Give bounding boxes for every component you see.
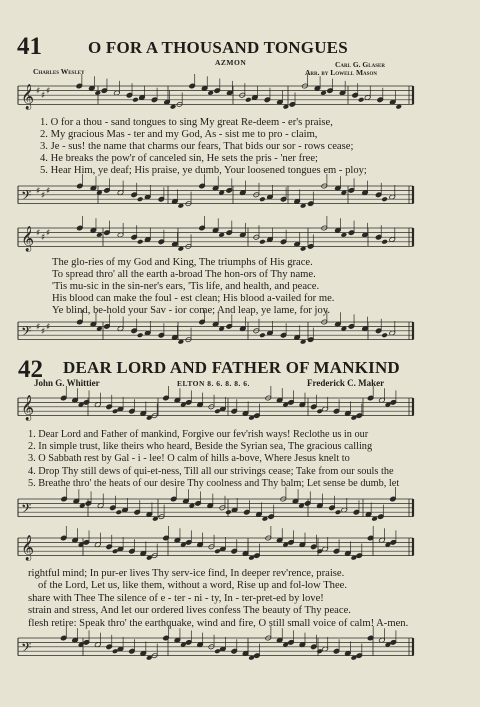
svg-text:♯: ♯: [46, 228, 51, 239]
author-credit: John G. Whittier: [34, 378, 100, 388]
verse-line: 4. Drop Thy still dews of qui-et-ness, Till all our strivings cease; Take from our souls the: [28, 465, 394, 477]
svg-text:♯: ♯: [36, 86, 41, 97]
verse-line: 4. He breaks the pow'r of canceled sin, He sets the pris - 'ner free;: [40, 153, 318, 164]
verse-line: of the Lord, Let us, like them, without a word, Rise up and fol-low Thee.: [38, 580, 348, 592]
svg-text:♯: ♯: [46, 186, 51, 197]
verse-block-41-1: [40, 117, 367, 177]
svg-text:♯: ♯: [41, 326, 46, 337]
svg-text:𝄢: 𝄢: [21, 500, 32, 520]
svg-text:♯: ♯: [36, 228, 41, 239]
verse-line: 5. Breathe thro' the heats of our desire Thy coolness and Thy balm; Let sense be dumb, let: [28, 477, 400, 489]
verse-line: The glo-ries of my God and King, The triumphs of His grace.: [52, 257, 313, 268]
verse-block-41-2: [52, 257, 334, 317]
verse-line: His blood can make the foul - est clean; His blood a-vailed for me.: [52, 293, 335, 304]
svg-text:♯: ♯: [46, 322, 51, 333]
music-staff-41-2-treble: [18, 220, 418, 258]
verse-line: 1. Dear Lord and Father of mankind, Forgive our fev'rish ways! Reclothe us in our: [28, 429, 369, 440]
tune-name: ELTON 8. 6. 8. 8. 6.: [177, 379, 250, 388]
svg-text:𝄢: 𝄢: [21, 323, 32, 343]
verse-block-42-1: [28, 429, 399, 490]
svg-text:𝄢: 𝄢: [21, 187, 32, 207]
music-staff-42-1-bass: [18, 493, 418, 525]
svg-text:♯: ♯: [41, 190, 46, 201]
svg-text:𝄞: 𝄞: [21, 84, 35, 110]
arranger-credit: Arr. by Lowell Mason: [305, 68, 377, 77]
verse-line: 3. Je - sus! the name that charms our fears, That bids our sor - rows cease;: [40, 141, 354, 152]
verse-line: 2. My gracious Mas - ter and my God, As - sist me to pro - claim,: [40, 129, 318, 140]
verse-line: 'Tis mu-sic in the sin-ner's ears, 'Tis life, and health, and peace.: [52, 281, 320, 292]
music-staff-41-1-bass: [18, 180, 418, 212]
verse-line: strain and stress, And let our ordered lives confess The beauty of Thy peace.: [28, 605, 351, 617]
svg-text:♯: ♯: [36, 186, 41, 197]
composer-credit: Carl G. Glaser: [335, 60, 385, 69]
svg-text:♯: ♯: [46, 86, 51, 97]
svg-text:♯: ♯: [41, 91, 46, 102]
verse-line: share with Thee The silence of e - ter - ni - ty, In - ter-pret-ed by love!: [28, 592, 324, 604]
svg-text:𝄞: 𝄞: [21, 226, 35, 252]
verse-line: 3. O Sabbath rest by Gal - i - lee! O calm of hills a-bove, Where Jesus knelt to: [28, 453, 350, 465]
hymn-title: DEAR LORD AND FATHER OF MANKIND: [63, 358, 400, 377]
music-staff-42-1-treble: [18, 390, 418, 428]
verse-line: rightful mind; In pur-er lives Thy serv-ice find, In deeper rev'rence, praise.: [28, 568, 345, 579]
verse-line: flesh retire: Speak thro' the earthquake, wind and fire, O still small voice of calm! A-men.: [28, 617, 409, 629]
author-credit: Charles Wesley: [33, 67, 85, 76]
verse-line: 2. In simple trust, like theirs who heard, Beside the Syrian sea, The gracious calling: [28, 441, 373, 453]
hymn-number: 42: [18, 356, 43, 383]
hymn-number: 41: [17, 33, 42, 60]
music-staff-42-2-treble: [18, 530, 418, 568]
music-staff-42-2-bass: [18, 632, 418, 666]
svg-text:𝄞: 𝄞: [21, 535, 35, 561]
music-staff-41-1-treble: [18, 78, 418, 118]
verse-line: To spread thro' all the earth a-broad The hon-ors of Thy name.: [52, 269, 316, 280]
svg-text:𝄢: 𝄢: [21, 639, 32, 659]
verse-block-42-2: [28, 568, 408, 630]
svg-text:♯: ♯: [36, 322, 41, 333]
svg-text:♯: ♯: [41, 233, 46, 244]
tune-name: AZMON: [215, 58, 247, 67]
music-staff-41-2-bass: [18, 318, 418, 348]
verse-line: 1. O for a thou - sand tongues to sing My great Re-deem - er's praise,: [40, 117, 333, 128]
composer-credit: Frederick C. Maker: [307, 378, 385, 388]
svg-text:𝄞: 𝄞: [21, 395, 35, 421]
verse-line: 5. Hear Him, ye deaf; His praise, ye dumb, Your loosened tongues em - ploy;: [40, 165, 367, 176]
verse-line: Ye blind, be-hold your Sav - ior come; And leap, ye lame, for joy.: [52, 305, 331, 316]
hymn-title: O FOR A THOUSAND TONGUES: [88, 38, 348, 57]
